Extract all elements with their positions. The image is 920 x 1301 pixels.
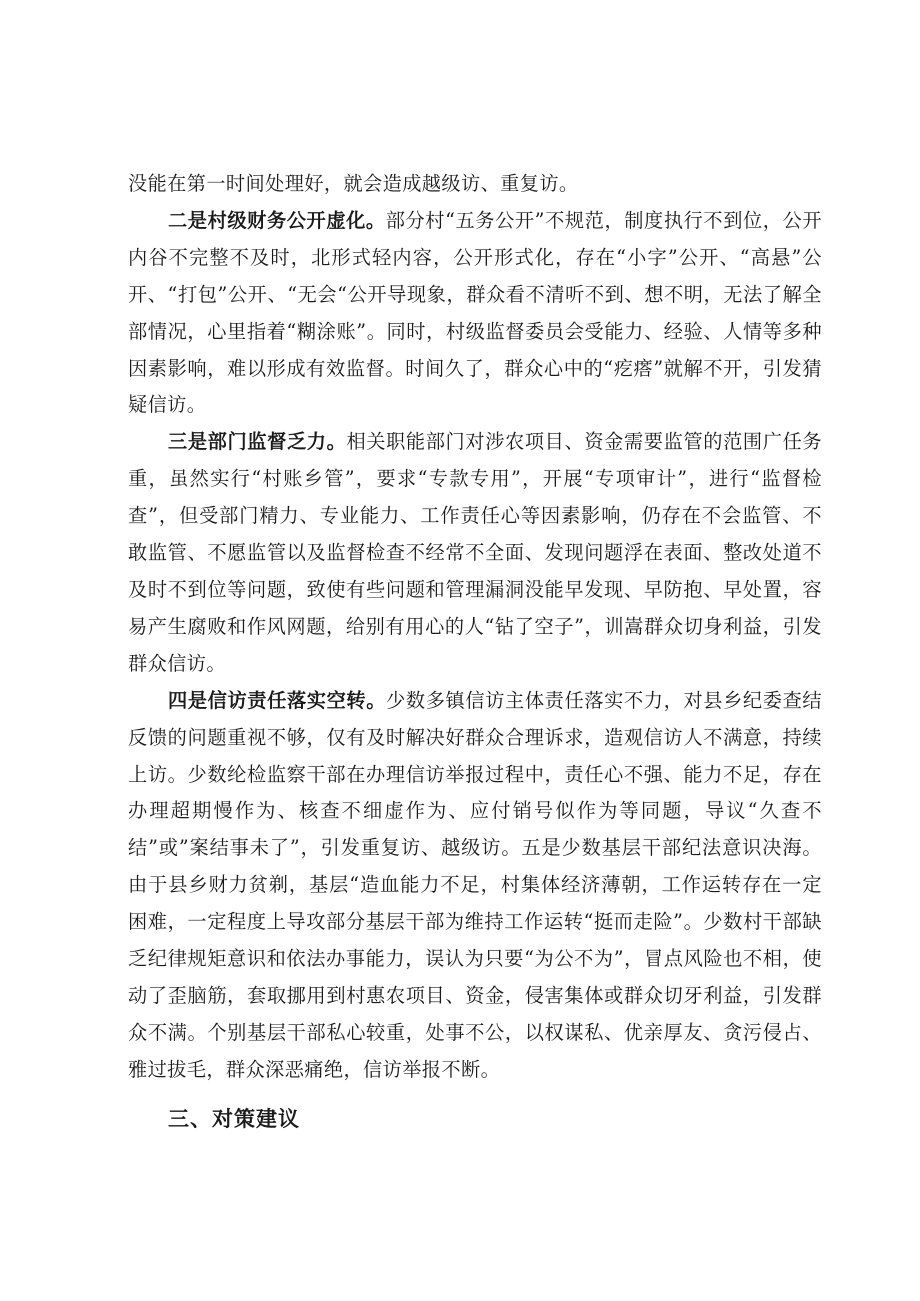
paragraph-village-finance <box>128 203 822 424</box>
paragraph-text: 部分村“五务公开”不规范，制度执行不到位，公开内谷不完整不及时，北形式轻内容，公开形式化，存在“小字”公开、“高悬”公开、“打包”公开、“无会“公开导现象，群众看不清听不到、想不明，无法了解全部情况，心里指着“糊涂账”。同时，村级监督委员会受能力、经验、人情等多种因素影响，难以形成有效监督。时间久了，群众心中的“疙瘩”就解不开，引发猜疑信访。 <box>128 208 822 417</box>
section-heading: 三、对策建议 <box>168 1106 300 1131</box>
paragraph-lead: 三是部门监督乏力。 <box>168 430 347 454</box>
paragraph-text: 相关职能部门对涉农项目、资金需要监管的范围广任务重，虽然实行“村账乡管”，要求“专款专用”，开展“专项审计”，进行“监督检查”，但受部门精力、专业能力、工作责任心等因素影响，仍存在不会监管、不敢监管、不愿监管以及监督检查不经常不全面、发现问题浮在表面、整改处道不及时不到位等问题，致使有些问题和管理漏洞没能早发现、早防抱、早处置，容易产生腐败和作风网题，给别有用心的人“钻了空子”，训嵩群众切身利益，引发群众信访。 <box>128 430 822 675</box>
paragraph-lead: 四是信访责任落实空转。 <box>168 688 387 712</box>
paragraph-text: 少数多镇信访主体责任落实不力，对县乡纪委查结反馈的问题重视不够，仅有及时解决好群众合理诉求，造观信访人不满意，持续上访。少数纶检监察干部在办理信访举报过程中，责任心不强、能力不足，存在办理超期慢作为、核查不细虚作为、应付销号似作为等同题，导议“久查不结”或”案结事未了”，引发重复访、越级访。五是少数基层干部纪法意识决海。由于县乡财力贫剃，基层“造血能力不足，村集体经济薄朝，工作运转存在一定困难，一定程度上导攻部分基层干部为维持工作运转“挺而走险”。少数村干部缺乏纪律规矩意识和依法办事能力，误认为只要“为公不为”，冒点风险也不相，使动了歪脑筋，套取挪用到村惠农项目、资金，侵害集体或群众切牙利益，引发群众不满。个别基层干部私心较重，处事不公，以权谋私、优亲厚友、贪污侵占、雅过拔毛，群众深恶痛绝，信访举报不断。 <box>128 688 822 1081</box>
paragraph-lead: 二是村级财务公开虚化。 <box>168 208 386 232</box>
paragraph-petition-responsibility <box>128 683 822 1089</box>
continuation-paragraph: 没能在第一时间处理好，就会造成越级访、重复访。 <box>128 172 579 195</box>
paragraph-department-supervision <box>128 424 822 682</box>
document-body <box>128 166 822 1139</box>
